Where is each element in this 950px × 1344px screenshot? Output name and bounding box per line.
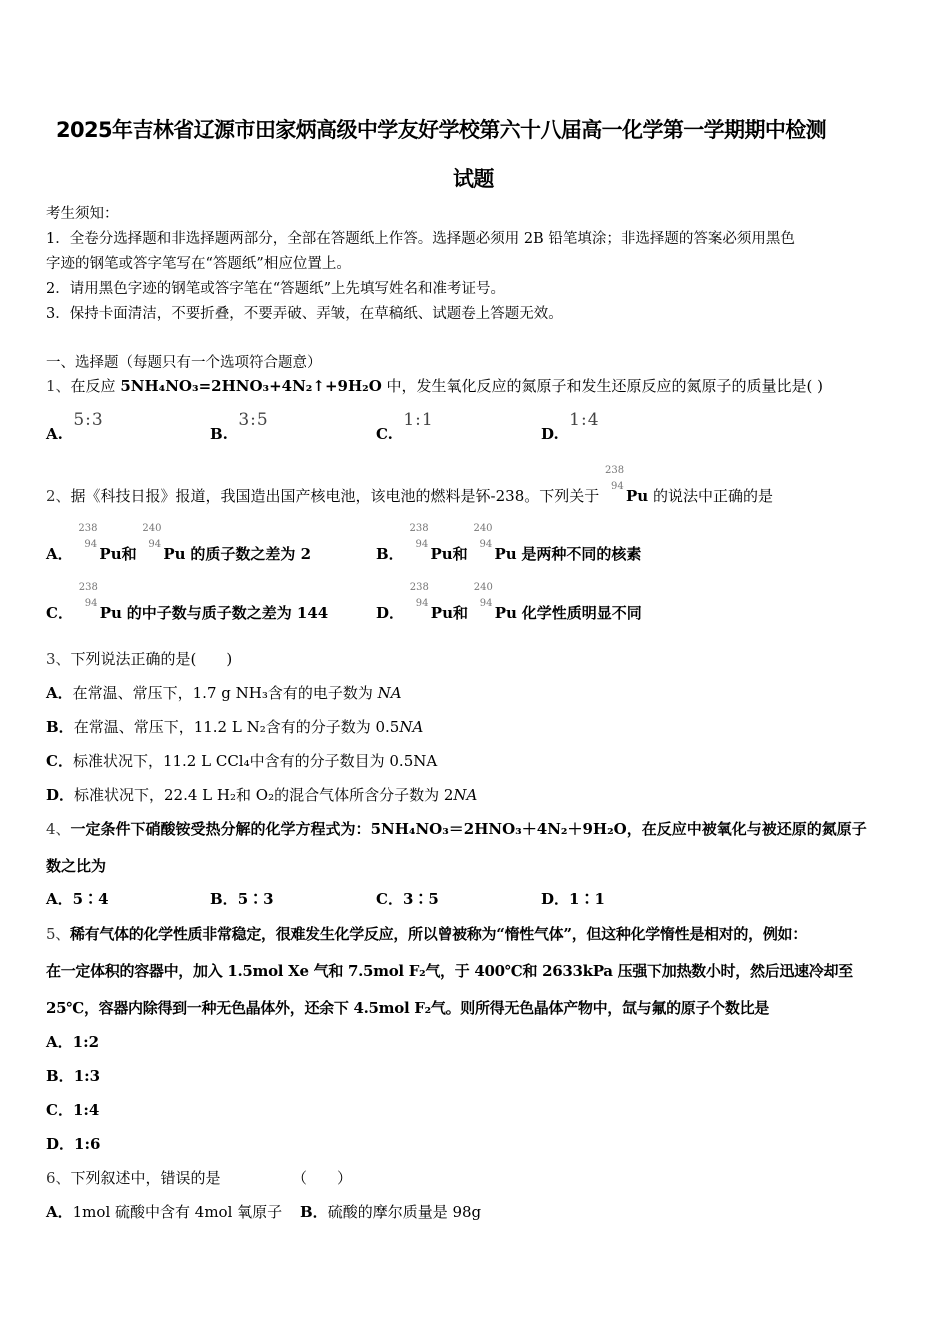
avogadro-constant: NA [413,752,438,770]
option-value: 1:1 [403,410,434,430]
question-6-option-a[interactable]: A．1mol 硫酸中含有 4mol 氧原子 [46,1203,283,1221]
notice-item: 1．全卷分选择题和非选择题两部分，全部在答题纸上作答。选择题必须用 2B 铅笔填涂；非选择题的答案必须用黑色 [46,231,795,247]
option-label: A. [46,425,63,443]
question-5-stem-line1 [46,923,807,944]
option-value: 5:3 [73,410,104,430]
option-value: 3:5 [238,410,269,430]
option-label: D． [46,786,75,804]
question-number: 3、 [46,650,71,668]
option-label: C. [376,425,393,443]
document-title-line2: 试题 [453,167,494,191]
question-2-option-a[interactable]: A． 238 94 Pu和 240 94 Pu 的质子数之差为 2 [46,523,312,563]
section-heading: 一、选择题（每题只有一个选项符合题意） [46,355,322,371]
question-1-option-d[interactable] [541,410,600,444]
question-6-option-b[interactable]: B．硫酸的摩尔质量是 98g [300,1203,482,1221]
notice-heading: 考生须知： [46,206,119,222]
element-symbol: Pu [626,487,649,505]
question-4-option-b[interactable]: B．5∶3 [210,890,274,908]
question-number: 4、 [46,820,71,838]
option-text: 在常温、常压下，11.2 L N₂含有的分子数为 0.5 [73,718,400,736]
avogadro-constant: NA [453,786,478,804]
option-text: 在常温、常压下，1.7 g NH₃含有的电子数为 [72,684,378,702]
question-5-option-b[interactable]: B．1:3 [46,1067,101,1085]
option-text: 标准状况下，22.4 L H₂和 O₂的混合气体所含分子数为 2 [74,786,454,804]
question-5-option-c[interactable]: C．1:4 [46,1101,100,1119]
stem-text: 下列叙述中，错误的是 [70,1169,221,1187]
question-5-option-a[interactable]: A．1:2 [46,1033,100,1051]
question-2-option-c[interactable]: C． 238 94 Pu 的中子数与质子数之差为 144 [46,582,329,622]
question-4-stem [46,818,867,839]
stem-text: 一定条件下硝酸铵受热分解的化学方程式为： [70,820,371,838]
stem-text: 稀有气体的化学性质非常稳定，很难发生化学反应，所以曾被称为“惰性气体”，但这种化学惰性是相对的，例如： [69,925,807,943]
question-3-stem [46,648,232,669]
question-5-stem-line3: 25℃，容器内除得到一种无色晶体外，还余下 4.5mol F₂气。则所得无色晶体产物中，氙与氟的原子个数比是 [46,999,769,1017]
question-3-option-c[interactable] [46,750,437,771]
question-2-option-b[interactable]: B． 238 94 Pu和 240 94 Pu 是两种不同的核素 [376,523,642,563]
question-1-stem [46,375,823,396]
question-5-option-d[interactable]: D．1:6 [46,1135,101,1153]
question-1-option-a[interactable] [46,410,104,444]
question-number: 5、 [46,925,70,943]
question-5-stem-line2: 在一定体积的容器中，加入 1.5mol Xe 气和 7.5mol F₂气，于 400℃和 2633kPa 压强下加热数小时，然后迅速冷却至 [46,962,853,980]
question-3-option-d[interactable] [46,784,477,805]
option-label: B． [376,545,404,563]
stem-text: 据《科技日报》报道，我国造出国产核电池，该电池的燃料是钚-238。下列关于 [70,487,600,505]
stem-text: ，在反应中被氧化与被还原的氮原子 [626,820,867,838]
question-3-option-b[interactable] [46,716,423,737]
stem-text: 下列说法正确的是( ) [70,650,233,668]
chemical-equation: 5NH₄NO₃=2HNO₃+4N₂↑+9H₂O [120,377,382,395]
option-label: C． [46,604,73,622]
stem-text: 在反应 [70,377,121,395]
option-label: D. [541,425,559,443]
option-label: B. [210,425,228,443]
option-text: 的质子数之差为 2 [190,545,312,563]
option-text: 化学性质明显不同 [521,604,642,622]
chemical-equation: 5NH₄NO₃＝2HNO₃＋4N₂＋9H₂O [370,820,627,838]
question-1-option-c[interactable] [376,410,434,444]
question-number: 2、 [46,487,71,505]
question-4-option-a[interactable]: A．5∶4 [46,890,109,908]
option-value: 1:4 [569,410,600,430]
question-2-option-d[interactable]: D． 238 94 Pu和 240 94 Pu 化学性质明显不同 [376,582,642,622]
option-label: D． [376,604,405,622]
question-number: 6、 [46,1169,71,1187]
stem-text: 中，发生氧化反应的氮原子和发生还原反应的氮原子的质量比是( ) [381,377,824,395]
question-2-stem [46,465,773,506]
option-label: A． [46,684,73,702]
option-text: 的中子数与质子数之差为 144 [126,604,329,622]
question-3-option-a[interactable] [46,682,402,703]
notice-item: 2．请用黑色字迹的钢笔或答字笔在“答题纸”上先填写姓名和准考证号。 [46,281,506,297]
answer-paren: （ ） [292,1169,353,1187]
option-label: C． [46,752,73,770]
option-text: 标准状况下，11.2 L CCl₄中含有的分子数目为 0.5 [72,752,414,770]
document-title-line1: 2025年吉林省辽源市田家炳高级中学友好学校第六十八届高一化学第一学期期中检测 [56,118,827,142]
option-label: A． [46,545,73,563]
question-4-stem-line2: 数之比为 [46,857,107,875]
question-4-option-c[interactable]: C．3∶5 [376,890,439,908]
avogadro-constant: NA [377,684,402,702]
question-1-option-b[interactable] [210,410,269,444]
question-number: 1、 [46,377,71,395]
question-6-stem [46,1167,221,1188]
notice-item: 3．保持卡面清洁，不要折叠，不要弄破、弄皱，在草稿纸、试题卷上答题无效。 [46,306,563,322]
avogadro-constant: NA [399,718,424,736]
stem-text: 的说法中正确的是 [648,487,773,505]
question-4-option-d[interactable]: D．1∶1 [541,890,605,908]
option-label: B． [46,718,74,736]
notice-item: 字迹的钢笔或答字笔写在“答题纸”相应位置上。 [46,256,351,272]
isotope-notation: 238 94 [605,465,625,492]
option-text: 是两种不同的核素 [521,545,642,563]
